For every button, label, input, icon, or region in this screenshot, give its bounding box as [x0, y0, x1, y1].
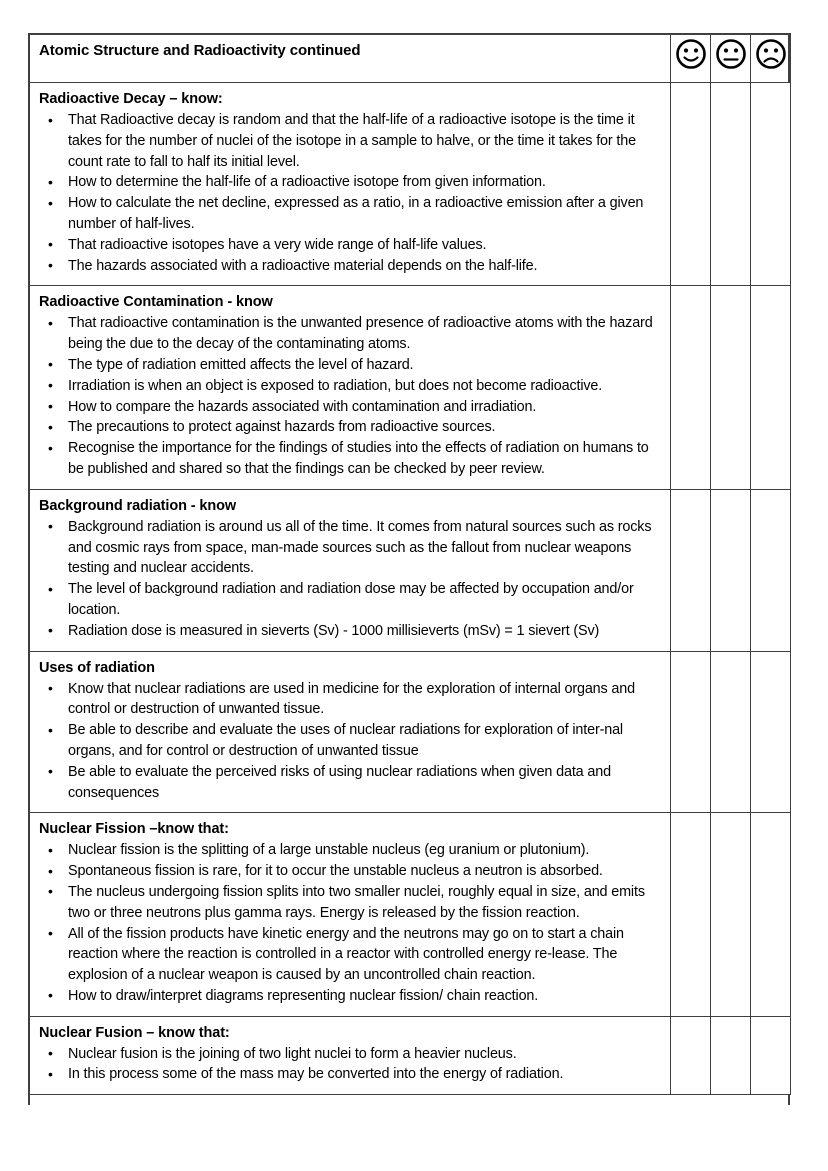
list-item: • Nuclear fusion is the joining of two light nuclei to form a heavier nucleus. — [39, 1044, 660, 1065]
list-item: • Background radiation is around us all of the time. It comes from natural sources such as rocks and cosmic rays from space, man-made sources such as the fallout from nuclear weapons testing and nuclear accidents. — [39, 517, 660, 579]
checkbox-cell-neutral[interactable] — [711, 813, 751, 1016]
section-heading: Uses of radiation — [39, 659, 155, 676]
list-item: • Nuclear fission is the splitting of a large unstable nucleus (eg uranium or plutonium). — [39, 840, 660, 861]
table-row-section-2 — [29, 489, 791, 651]
section-content-cell — [29, 651, 671, 813]
section-content-cell — [29, 813, 671, 1016]
checkbox-cell-sad[interactable] — [751, 1016, 791, 1095]
checkbox-cell-neutral[interactable] — [711, 1016, 751, 1095]
list-item: • How to compare the hazards associated with contamination and irradiation. — [39, 397, 660, 418]
list-item: • The precautions to protect against hazards from radioactive sources. — [39, 417, 660, 438]
header-title-cell — [29, 34, 671, 83]
rating-column-happy[interactable] — [671, 34, 711, 83]
list-item: • In this process some of the mass may be converted into the energy of radiation. — [39, 1064, 660, 1085]
table-row-section-5 — [29, 1016, 791, 1095]
section-bullet-list — [39, 110, 660, 276]
list-item: • How to calculate the net decline, expressed as a ratio, in a radioactive emission after a given number of half-lives. — [39, 193, 660, 235]
checkbox-cell-happy[interactable] — [671, 83, 711, 286]
section-content-cell — [29, 286, 671, 489]
rating-column-sad[interactable] — [751, 34, 791, 83]
checkbox-cell-neutral[interactable] — [711, 286, 751, 489]
list-item: • The level of background radiation and radiation dose may be affected by occupation and/or location. — [39, 579, 660, 621]
sad-face-icon — [755, 38, 787, 70]
list-item: • Know that nuclear radiations are used in medicine for the exploration of internal organs and control or destruction of unwanted tissue. — [39, 679, 660, 721]
list-item: • That radioactive isotopes have a very wide range of half-life values. — [39, 235, 660, 256]
section-content-cell — [29, 83, 671, 286]
checkbox-cell-happy[interactable] — [671, 1016, 711, 1095]
list-item: • How to draw/interpret diagrams representing nuclear fission/ chain reaction. — [39, 986, 660, 1007]
table-header-row — [29, 34, 791, 83]
checkbox-cell-neutral[interactable] — [711, 489, 751, 651]
section-bullet-list — [39, 1044, 660, 1086]
list-item: • The type of radiation emitted affects the level of hazard. — [39, 355, 660, 376]
section-heading: Radioactive Decay – know: — [39, 91, 223, 107]
list-item: • Irradiation is when an object is exposed to radiation, but does not become radioactive. — [39, 376, 660, 397]
table-row-section-4 — [29, 813, 791, 1016]
checkbox-cell-sad[interactable] — [751, 83, 791, 286]
happy-face-icon — [675, 38, 707, 70]
checkbox-cell-happy[interactable] — [671, 489, 711, 651]
section-bullet-list — [39, 679, 660, 804]
section-heading: Radioactive Contamination - know — [39, 294, 273, 311]
list-item: • The nucleus undergoing fission splits into two smaller nuclei, roughly equal in size, and emits two or three neutrons plus gamma rays. Energy is released by the fission reaction. — [39, 882, 660, 924]
neutral-face-icon — [715, 38, 747, 70]
list-item: • Spontaneous fission is rare, for it to occur the unstable nucleus a neutron is absorbed. — [39, 861, 660, 882]
section-bullet-list — [39, 517, 660, 642]
list-item: • Be able to evaluate the perceived risks of using nuclear radiations when given data and consequences — [39, 762, 660, 804]
list-item: • That Radioactive decay is random and that the half-life of a radioactive isotope is the time it takes for the number of nuclei of the isotope in a sample to halve, or the time it takes for the count rate to fall to half its initial level. — [39, 110, 660, 172]
section-bullet-list — [39, 840, 660, 1006]
checkbox-cell-sad[interactable] — [751, 813, 791, 1016]
revision-checklist-table — [28, 33, 791, 1095]
section-heading: Nuclear Fusion – know that: — [39, 1024, 230, 1041]
checkbox-cell-neutral[interactable] — [711, 651, 751, 813]
list-item: • That radioactive contamination is the unwanted presence of radioactive atoms with the hazard being the due to the decay of the contaminating atoms. — [39, 313, 660, 355]
table-row-section-3 — [29, 651, 791, 813]
checkbox-cell-happy[interactable] — [671, 813, 711, 1016]
list-item: • Be able to describe and evaluate the uses of nuclear radiations for exploration of inter-nal organs, and for control or destruction of unwanted tissue — [39, 720, 660, 762]
checkbox-cell-sad[interactable] — [751, 489, 791, 651]
section-heading: Background radiation - know — [39, 497, 237, 514]
checkbox-cell-neutral[interactable] — [711, 83, 751, 286]
section-bullet-list — [39, 313, 660, 479]
list-item: • Recognise the importance for the findings of studies into the effects of radiation on humans to be published and shared so that the findings can be checked by peer review. — [39, 438, 660, 480]
checkbox-cell-sad[interactable] — [751, 651, 791, 813]
list-item: • All of the fission products have kinetic energy and the neutrons may go on to start a chain reaction where the reaction is controlled in a reactor with controlled energy re-lease. The explosion of a nuclear weapon is caused by an uncontrolled chain reaction. — [39, 924, 660, 986]
checkbox-cell-happy[interactable] — [671, 651, 711, 813]
page-title: Atomic Structure and Radioactivity continued — [39, 42, 361, 59]
table-row-section-1 — [29, 286, 791, 489]
table-row-section-0 — [29, 83, 791, 286]
list-item: • Radiation dose is measured in sieverts (Sv) - 1000 millisieverts (mSv) = 1 sievert (Sv) — [39, 621, 660, 642]
section-content-cell — [29, 1016, 671, 1095]
section-heading: Nuclear Fission –know that: — [39, 821, 229, 838]
rating-column-neutral[interactable] — [711, 34, 751, 83]
checkbox-cell-sad[interactable] — [751, 286, 791, 489]
checkbox-cell-happy[interactable] — [671, 286, 711, 489]
list-item: • How to determine the half-life of a radioactive isotope from given information. — [39, 172, 660, 193]
list-item: • The hazards associated with a radioactive material depends on the half-life. — [39, 256, 660, 277]
section-content-cell — [29, 489, 671, 651]
